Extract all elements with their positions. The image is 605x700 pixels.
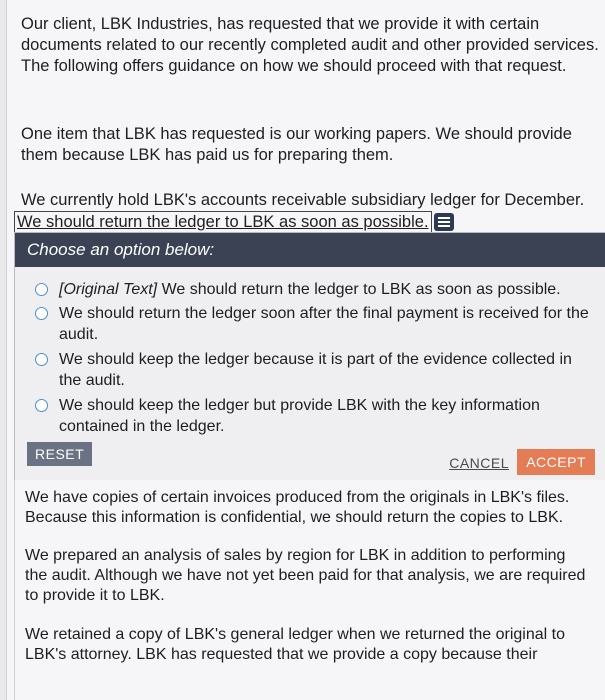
reset-button[interactable]: RESET — [27, 442, 92, 466]
dropdown-header: Choose an option below: — [15, 233, 605, 267]
working-papers-paragraph: One item that LBK has requested is our working papers. We should provide them because LBK has paid us for preparing them. — [21, 125, 572, 164]
invoices-paragraph: We have copies of certain invoices produced from the originals in LBK's files. Because this information is confidential, we should return the copies to LBK. — [25, 489, 570, 526]
cancel-button[interactable]: CANCEL — [449, 455, 509, 471]
option-label[interactable]: We should keep the ledger because it is part of the evidence collected in the audit. — [59, 351, 572, 389]
option-keep-evidence[interactable] — [35, 349, 595, 391]
radio-button[interactable] — [35, 353, 48, 366]
option-label[interactable]: [Original Text] We should return the ledger to LBK as soon as possible. — [59, 281, 561, 298]
general-ledger-paragraph: We retained a copy of LBK's general ledger when we returned the original to LBK's attorney. LBK has requested that we provide a copy because their — [25, 626, 565, 663]
intro-paragraph: Our client, LBK Industries, has requested that we provide it with certain documents related to our recently completed audit and other provided services. The following offers guidance on how we should proceed with that request. — [21, 15, 599, 75]
option-label[interactable]: We should return the ledger soon after the final payment is received for the audit. — [59, 305, 589, 343]
option-dropdown — [14, 232, 605, 482]
option-keep-provide-info[interactable] — [35, 395, 595, 437]
edit-list-icon[interactable] — [434, 213, 454, 231]
sales-analysis-paragraph: We prepared an analysis of sales by region for LBK in addition to performing the audit. Although we have not yet been paid for that analysis, we are required to provide it to LBK. — [25, 547, 586, 604]
radio-button[interactable] — [35, 399, 48, 412]
option-return-after-payment[interactable] — [35, 303, 595, 345]
radio-button[interactable] — [35, 283, 48, 296]
accept-button[interactable]: ACCEPT — [517, 449, 595, 475]
radio-button[interactable] — [35, 307, 48, 320]
selected-statement[interactable]: We should return the ledger to LBK as soon as possible. — [14, 211, 432, 233]
option-original[interactable] — [35, 279, 595, 300]
selected-statement-row[interactable] — [14, 211, 454, 233]
following-paragraphs — [14, 480, 605, 700]
receivable-ledger-paragraph: We currently hold LBK's accounts receivable subsidiary ledger for December. — [21, 191, 585, 209]
option-label[interactable]: We should keep the ledger but provide LBK with the key information contained in the ledger. — [59, 397, 540, 435]
original-text-tag: [Original Text] — [59, 281, 158, 298]
